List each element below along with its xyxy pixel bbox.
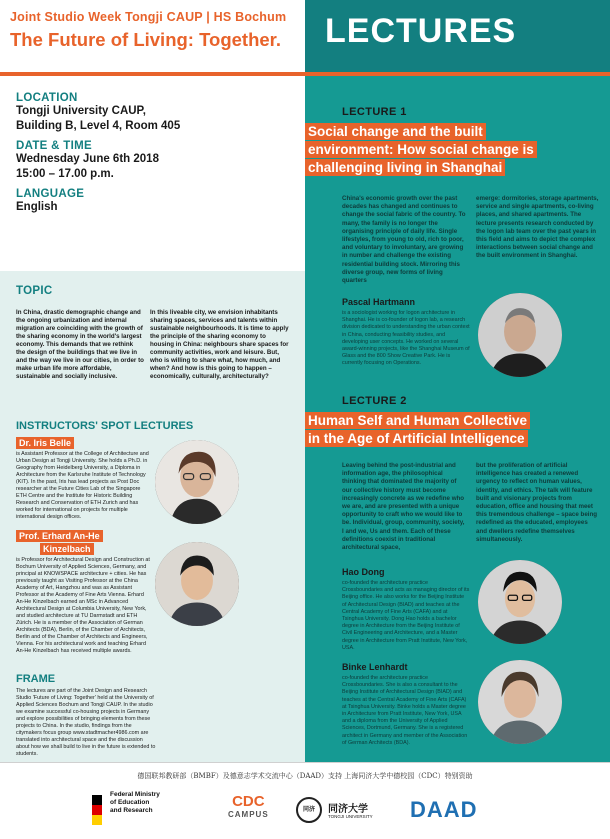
instructor-photo (155, 440, 239, 524)
speaker-name: Binke Lenhardt (342, 662, 408, 672)
location-line: Building B, Level 4, Room 405 (16, 120, 181, 132)
title-line: in the Age of Artificial Intelligence (305, 430, 528, 447)
lecture-1-text-col2: emerge: dormitories, storage apartments, service and single apartments, co-living places, and shared apartments. The lecture presents research conducted by the logon lab team over the past years in this field and aims to depict the complex interactions between social change and the built environment in Shanghai. (476, 195, 599, 260)
event-subtitle: Joint Studio Week Tongji CAUP | HS Bochum (10, 10, 287, 24)
time-value: 15:00 – 17.00 p.m. (16, 168, 114, 180)
german-flag-icon (92, 795, 102, 825)
lecture-2-text-col1: Leaving behind the post-industrial and information age, the philosophical thinking that dominated the majority of our collective history must become increasingly concrete as we redefine who we are, and are presented with a unique opportunity to craft who we would like to be. Individual, group, community, society, I and we, Us and them. Each of these definitions coexist in traditional architectural space, (342, 462, 465, 552)
datetime-heading: DATE & TIME (16, 140, 92, 152)
speaker-name: Hao Dong (342, 567, 385, 577)
sponsor-line: 德国联邦教研部（BMBF）及德意志学术交流中心（DAAD）支持 上海同济大学中德校园（CDC）特别资助 (137, 772, 473, 780)
language-value: English (16, 201, 58, 213)
speaker-photo (478, 560, 562, 644)
title-line: Social change and the built (305, 123, 486, 140)
event-info (0, 76, 305, 271)
event-title: The Future of Living: Together. (10, 29, 281, 50)
logo-row: Federal Ministry of Education and Research CDC CAMPUS 同济 同济大学 TONGJI UNIVERSITY DAAD (0, 791, 610, 836)
title-line: Human Self and Human Collective (305, 412, 530, 429)
title-line: environment: How social change is (305, 141, 537, 158)
speaker-photo (478, 660, 562, 744)
speaker-bio: is a sociologist working for logon architecture in Shanghai. He is co-founder of logon lab, a research division dedicated to understanding the urban context in China, conducting feasibility studies, and developing user concepts. He worked on several award-winning projects, like the Shanghai Museum of Glass and the 800 Show Creative Park. He is currently focusing on Operations. (342, 310, 470, 367)
lecture-2-label: LECTURE 2 (342, 395, 407, 407)
bmbf-logo: Federal Ministry of Education and Research (110, 791, 160, 814)
tongji-seal-icon: 同济 (296, 797, 322, 823)
topic-text-col2: In this liveable city, we envision inhabitants sharing spaces, services and talents within sustainable neighbourhoods. It is time to apply the principle of the sharing economy to housing in China: neighbours share spaces for community activities, work and leisure. But, who is willing to share what, how much, and when? And how is this going to happen – economically, culturally, architecturally? (150, 309, 289, 380)
date-value: Wednesday June 6th 2018 (16, 153, 159, 165)
header-left (0, 0, 305, 72)
instructor-bio: is Assistant Professor at the College of Architecture and Urban Design at Tongji University. She holds a Ph.D. in Geography from Heidelberg University, a Diploma in Architecture from the Karlsruhe Institute of Technology (KIT). In the past, Iris has lead projects as Post Doc researcher at the Future Cities Lab of the Singapore ETH Centre and the Institute for Historic Building Research and Conservation of ETH Zurich and has worked for international on projects for multiple international design offices. (16, 451, 149, 520)
topic-text-col1: In China, drastic demographic change and the ongoing urbanization and internal migration are coinciding with the growth of the sharing economy in the world's largest economy. This demands that we rethink the design of the buildings that we live in and the way we live in our cities, in order to make urban life more affordable, sustainable and socially inclusive. (16, 309, 144, 380)
lecture-1-title (305, 123, 537, 177)
header-right (305, 0, 610, 72)
lectures-title: LECTURES (325, 12, 517, 50)
cdc-campus-logo: CDC CAMPUS (228, 793, 269, 819)
lecture-1-text-col1: China's economic growth over the past decades has changed and continues to change the social fabric of the country. To many, the family is no longer the organising principle of daily life. Single lifestyles, from young to old, rich to poor, and voluntary to involuntary, are growing in number and challenge the existing residential building stock. Mirroring this diverse group, new forms of living quarters (342, 195, 466, 285)
daad-logo: DAAD (410, 797, 478, 822)
footer (0, 762, 610, 839)
speaker-name: Pascal Hartmann (342, 297, 416, 307)
speaker-bio: co-founded the architecture practice Crossboundaries. She is also a consultant to the Beijing Institute of Architectural Design (BIAD) and teaches at the Central Academy of Fine Arts (CAFA) at Tsinghua University. Binke holds a Master degree in Architecture from Pratt Institute, New York, USA and a diploma from the University of Applied Sciences, Dortmund, Germany. She is a registered architect in Germany and member of the Association of German Architects (BDA). (342, 675, 468, 746)
location-heading: LOCATION (16, 92, 78, 104)
topic-heading: TOPIC (16, 285, 53, 297)
instructor-name: Dr. Iris Belle (16, 437, 74, 449)
language-heading: LANGUAGE (16, 188, 85, 200)
lecture-1-label: LECTURE 1 (342, 106, 407, 118)
instructors-heading: INSTRUCTORS' SPOT LECTURES (16, 420, 194, 432)
lecture-2-title (305, 412, 530, 448)
frame-heading: FRAME (16, 673, 56, 685)
speaker-photo (478, 293, 562, 377)
instructor-photo (155, 542, 239, 626)
frame-text: The lectures are part of the Joint Design and Research Studio 'Future of Living: Together' held at the University of Applied Sciences Bochum and Tongji CAUP. In the studio we examine successful co-housing projects in Germany and explore possibilities of bringing elements from these projects to China. In the studio, findings from the citymakers focus group www.stadtmacher4986.com are translated into architectural space and the discussion about how we shall build to live in the future is extended to students. (16, 688, 156, 757)
lecture-2-text-col2: but the proliferation of artificial intelligence has created a renewed urgency to reflect on human values, identity, and ethics. The talk will feature built and visionary projects from education, office and housing that meet this tremendous challenge – space being redefined as the educated, employees and dwellers redefine themselves simultaneously. (476, 462, 598, 543)
title-line: challenging living in Shanghai (305, 159, 505, 176)
instructor-name: Prof. Erhard An-He (16, 530, 103, 542)
instructor-name: Kinzelbach (40, 543, 94, 555)
speaker-bio: co-founded the architecture practice Crossboundaries and acts as managing director of its Beijing office. He also works for the Beijing Institute of Architectural Design (BIAD) and teaches at the Central Academy of Fine Arts (CAFA) and at Tsinghua University. Dong Hao holds a bachelor degree in Architecture from the Beijing Institute of Civil Engineering and Architecture, and a Master degree in Architecture from Pratt Institute, New York, USA. (342, 580, 470, 651)
location-line: Tongji University CAUP, (16, 105, 146, 117)
instructor-bio: is Professor for Architectural Design and Construction at Bochum University of Applied Sciences, Germany, and principal at KNOWSPACE architecture + cities. He has previously taught as Visiting Professor at the China Academy of Art, Hangzhou and was as Assistant Professor at the Academy of Fine Arts Vienna. Erhard An-He Kinzelbach earned an MSc in Advanced Architectural Design at Columbia University, New York, and studied architecture at TU Darmstadt and ETH Zürich. He is a member of the Association of German Architects (BDA), Berlin, of the Chamber of Architects, Berlin and of the Chamber of Architects and Engineers, Vienna. For his architectural work and teaching Erhard An-He Kinzelbach has received multiple awards. (16, 557, 150, 654)
